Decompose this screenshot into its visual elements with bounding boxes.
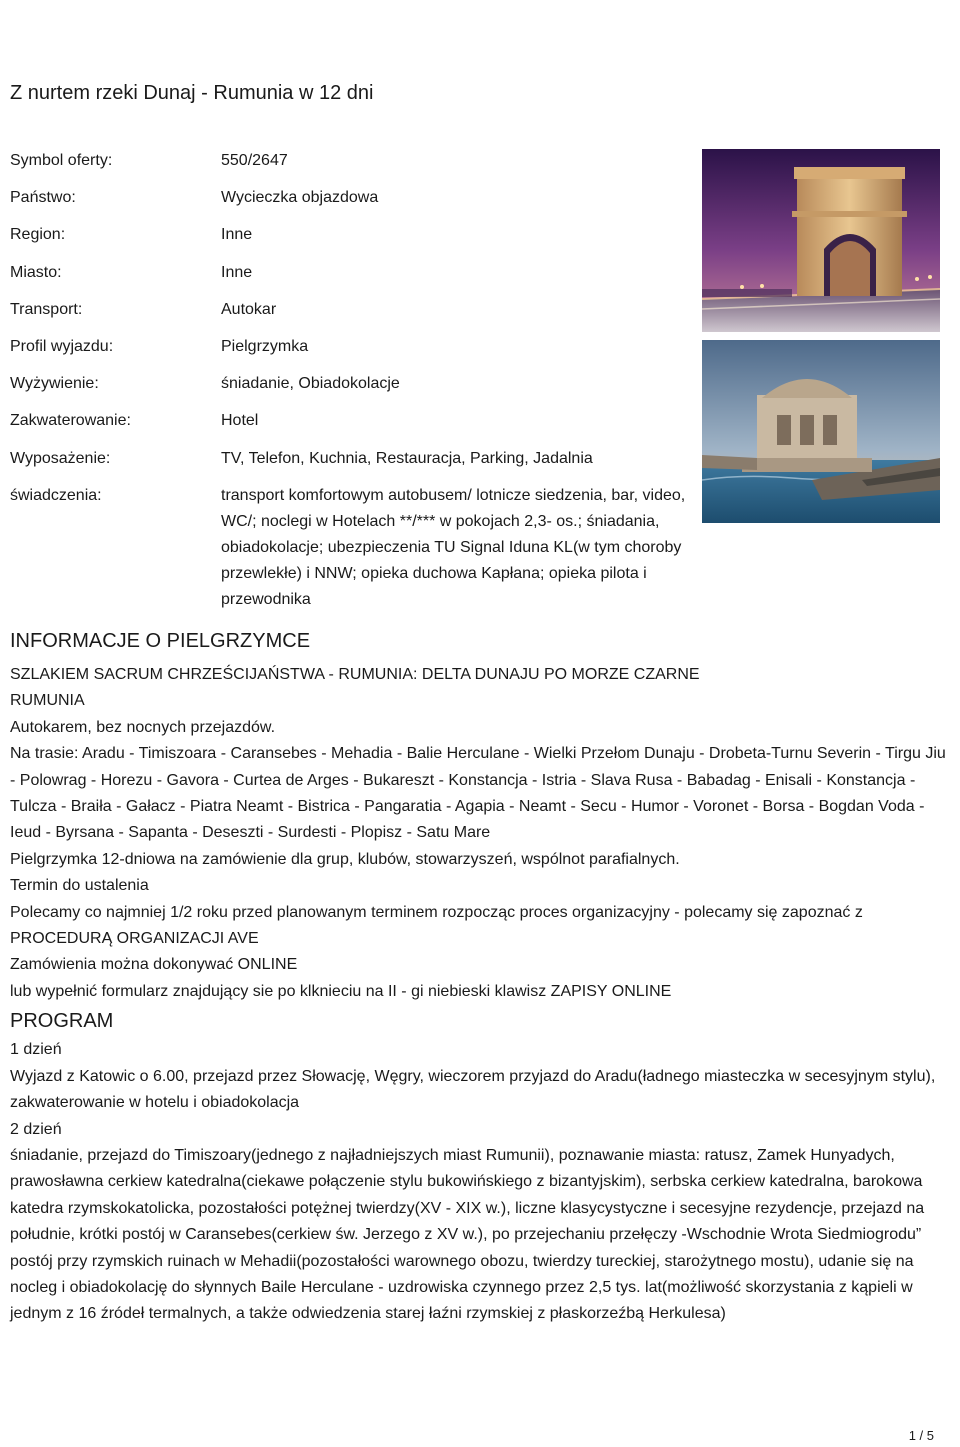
spec-row: [10, 148, 690, 185]
spec-value: Autokar: [221, 300, 277, 318]
route-paragraph: Na trasie: Aradu - Timiszoara - Caransebes - Mehadia - Balie Herculane - Wielki Przełom Dunaju - Drobeta-Turnu Severin - Tirgu Jiu - Polowrag - Horezu - Gavora - Curtea de Arges - Bukareszt - Konstancja - Istria - Slava Rusa - Babadag - Enisali - Konstancja - Tulcza - Braiła - Gałacz - Piatra Neamt - Bistrica - Pangaratia - Agapia - Neamt - Secu - Humor - Voronet - Borsa - Bogdan Voda - Ieud - Byrsana - Sapanta - Deseszti - Surdesti - Plopisz - Satu Mare: [10, 745, 946, 842]
spec-value: transport komfortowym autobusem/ lotnicze siedzenia, bar, video, WC/; noclegi w Hotelach **/*** w pokojach 2,3- os.; śniadania, obiadokolacje; ubezpieczenia TU Signal Iduna KL(w tym choroby przewlekłe) i NNW; opieka duchowa Kapłana; opieka pilota i przewodnika: [221, 486, 686, 608]
day-heading: 1 dzień: [10, 1041, 62, 1059]
info-paragraph: Pielgrzymka 12-dniowa na zamówienie dla grup, klubów, stowarzyszeń, wspólnot parafialnych.: [10, 850, 680, 868]
spec-row: [10, 483, 690, 613]
spec-value: śniadanie, Obiadokolacje: [221, 375, 400, 393]
spec-row: [10, 222, 690, 259]
footer-divider: [0, 1422, 960, 1423]
spec-label: Transport:: [10, 300, 83, 318]
spec-row: [10, 185, 690, 222]
day-text: Wyjazd z Katowic o 6.00, przejazd przez Słowację, Węgry, wieczorem przyjazd do Aradu(ładnego miasteczka w secesyjnym stylu), zakwaterowanie w hotelu i obiadokolacja: [10, 1067, 936, 1112]
spec-value: Pielgrzymka: [221, 337, 309, 355]
info-paragraph: Autokarem, bez nocnych przejazdów.: [10, 718, 276, 736]
arch-illustration: [702, 149, 940, 332]
spec-row: [10, 334, 690, 371]
spec-label: Zakwaterowanie:: [10, 412, 131, 430]
spec-label: świadczenia:: [10, 486, 102, 504]
spec-label: Wyposażenie:: [10, 449, 111, 467]
page-number: 1 / 5: [908, 1428, 934, 1443]
page-title: Z nurtem rzeki Dunaj - Rumunia w 12 dni: [10, 82, 374, 104]
info-paragraph: Polecamy co najmniej 1/2 roku przed planowanym terminem rozpocząc proces organizacyjny - polecamy się zapoznać z PROCEDURĄ ORGANIZACJI AVE: [10, 903, 863, 948]
info-paragraph: SZLAKIEM SACRUM CHRZEŚCIJAŃSTWA - RUMUNIA: DELTA DUNAJU PO MORZE CZARNE RUMUNIA: [10, 666, 700, 710]
spec-label: Państwo:: [10, 189, 76, 207]
arch-photo: [702, 149, 940, 332]
spec-value: TV, Telefon, Kuchnia, Restauracja, Parking, Jadalnia: [221, 449, 593, 467]
offer-specs: [10, 148, 690, 613]
spec-label: Region:: [10, 226, 66, 244]
spec-row: [10, 408, 690, 445]
spec-label: Profil wyjazdu:: [10, 337, 114, 355]
casino-photo: [702, 340, 940, 523]
spec-label: Miasto:: [10, 263, 62, 281]
spec-row: [10, 260, 690, 297]
spec-row: [10, 297, 690, 334]
info-paragraph: Termin do ustalenia: [10, 877, 149, 895]
spec-value: Inne: [221, 226, 253, 244]
casino-illustration: [702, 340, 940, 523]
day-text: śniadanie, przejazd do Timiszoary(jednego z najładniejszych miast Rumunii), poznawanie miasta: ratusz, Zamek Hunyadych, prawosławna cerkiew katedralna(ciekawe połączenie stylu bukowińskiego z bizantyjskim), serbska cerkiew katedralna, barokowa katedra rzymskokatolicka, pozostałości potężnej twierdzy(XV - XIX w.), liczne klasycystyczne i secesyjne rezydencje, przejazd na południe, krótki postój w Caransebes(cerkiew św. Jerzego z XV w.), po przejechaniu przełęczy -Wschodnie Wrota Siedmiogrodu” postój przy rzymskich ruinach w Mehadii(pozostałości warownego obozu, twierdzy tureckiej, starożytnego mostu), udanie się na nocleg i obiadokolację do słynnych Baile Herculane - uzdrowiska czynnego przez 2,5 tys. lat(możliwość skorzystania z kąpieli w jednym z 16 źródeł termalnych, a także odwiedzenia starej łaźni rzymskiej z płaskorzeźbą Herkulesa): [10, 1146, 925, 1323]
info-paragraph: lub wypełnić formularz znajdujący sie po klknieciu na II - gi niebieski klawisz ZAPISY ONLINE: [10, 982, 672, 1000]
spec-value: 550/2647: [221, 152, 288, 169]
spec-row: [10, 446, 690, 483]
spec-value: Wycieczka objazdowa: [221, 189, 379, 207]
info-paragraph: Zamówienia można dokonywać ONLINE: [10, 956, 298, 974]
spec-label: Symbol oferty:: [10, 152, 113, 169]
document-body: [10, 662, 955, 1328]
section-heading-program: PROGRAM: [10, 1010, 114, 1033]
spec-row: [10, 371, 690, 408]
section-heading-info: INFORMACJE O PIELGRZYMCE: [10, 630, 311, 652]
spec-value: Hotel: [221, 412, 259, 430]
day-heading: 2 dzień: [10, 1120, 62, 1138]
spec-label: Wyżywienie:: [10, 375, 99, 393]
spec-value: Inne: [221, 263, 253, 281]
